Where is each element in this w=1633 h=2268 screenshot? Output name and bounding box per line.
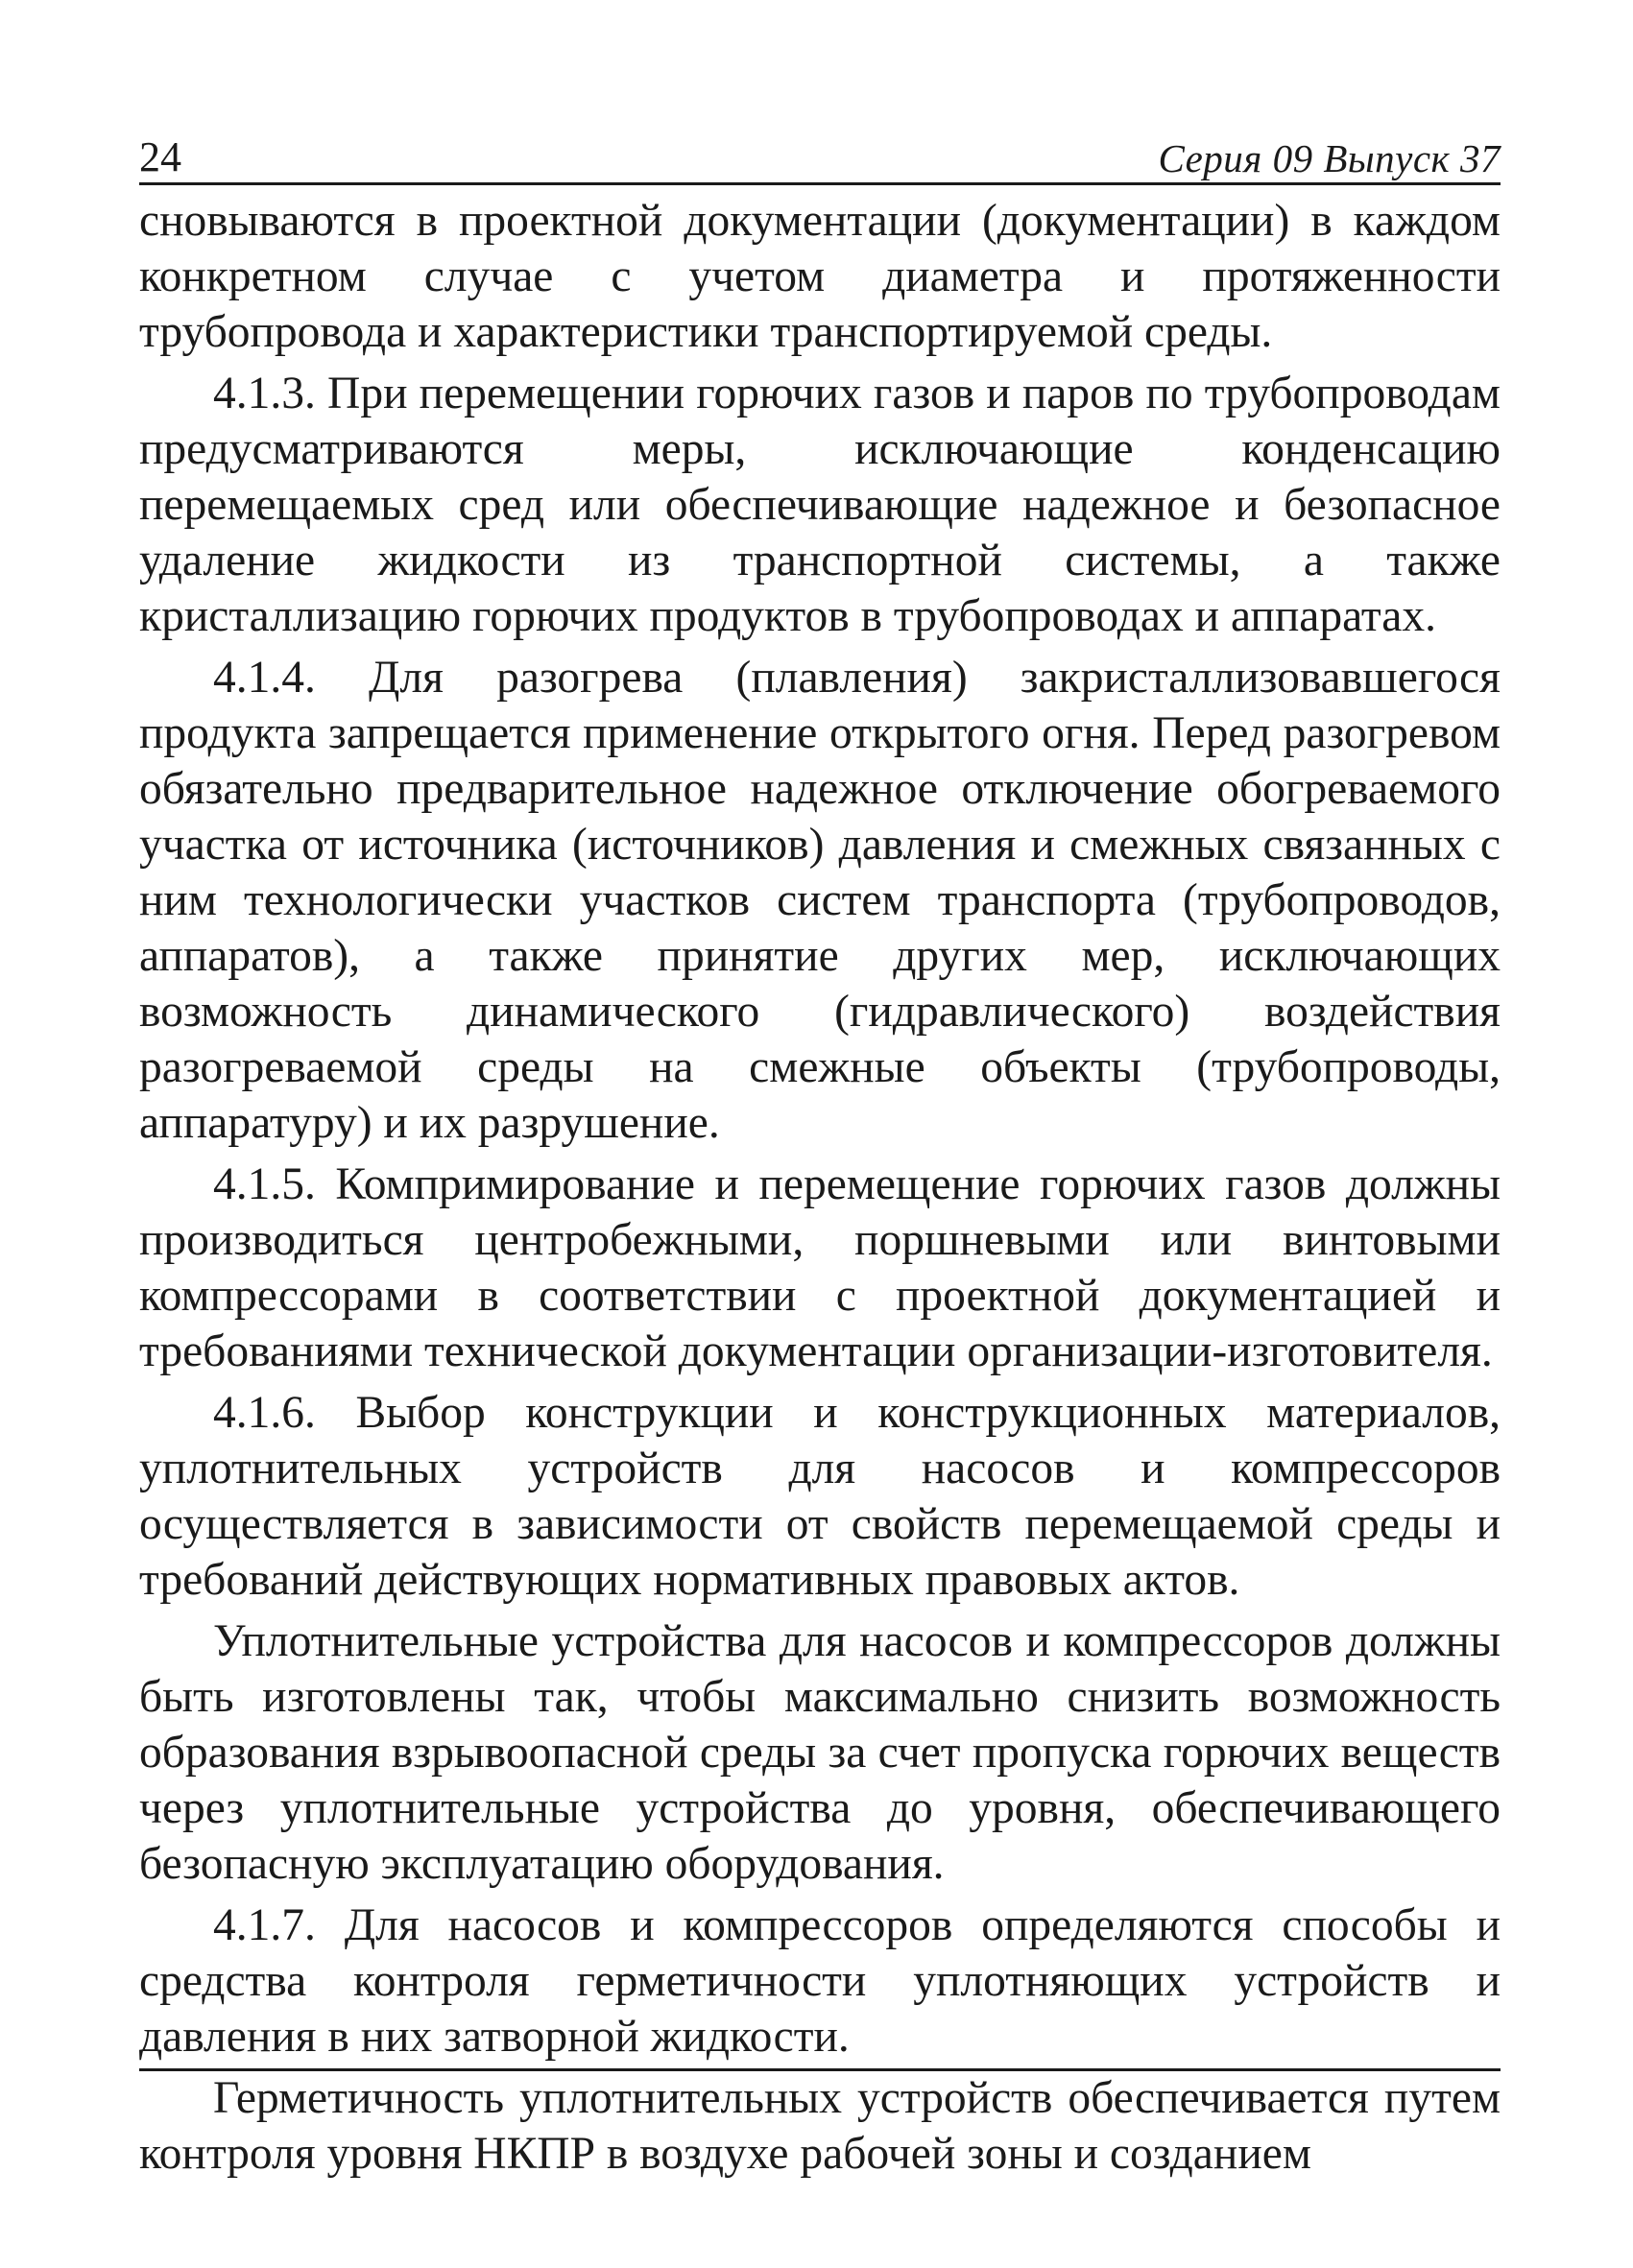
paragraph-4-1-7: 4.1.7. Для насосов и компрессоров определяются способы и средства контроля герметичности уплотняющих устройств и давления в них затворной жидкости.	[139, 1900, 1501, 2062]
paragraph-4-1-4: 4.1.4. Для разогрева (плавления) закристаллизовавшегося продукта запрещается применение открытого огня. Перед разогревом обязательно предварительное надежное отключение обогреваемого участка от источника (источников) давления и смежных связанных с ним технологически участков систем транспорта (трубопроводов, аппаратов), а также принятие других мер, исключающих возможность динамического (гидравлического) воздействия разогреваемой среды на смежные объекты (трубопроводы, аппаратуру) и их разрушение.	[139, 653, 1501, 1148]
footer-rule	[139, 2068, 1501, 2071]
paragraph-4-1-5: 4.1.5. Компримирование и перемещение горючих газов должны производиться центробежными, поршневыми или винтовыми компрессорами в соответствии с проектной документацией и требованиями технической документации организации-изготовителя.	[139, 1159, 1501, 1376]
paragraph-tightness: Герметичность уплотнительных устройств обеспечивается путем контроля уровня НКПР в воздухе рабочей зоны и созданием	[139, 2073, 1501, 2179]
series-issue-label: Серия 09 Выпуск 37	[1158, 136, 1501, 180]
paragraph-seal-devices: Уплотнительные устройства для насосов и компрессоров должны быть изготовлены так, чтобы максимально снизить возможность образования взрывоопасной среды за счет пропуска горючих веществ через уплотнительные устройства до уровня, обеспечивающего безопасную эксплуатацию оборудования.	[139, 1616, 1501, 1889]
body-text	[139, 193, 1501, 2182]
page-number: 24	[139, 133, 181, 180]
document-page	[139, 132, 1501, 2187]
paragraph-continued: сновываются в проектной документации (документации) в каждом конкретном случае с учетом диаметра и протяженности трубопровода и характеристики транспортируемой среды.	[139, 196, 1501, 357]
paragraph-4-1-3: 4.1.3. При перемещении горючих газов и паров по трубопроводам предусматриваются меры, исключающие конденсацию перемещаемых сред или обеспечивающие надежное и безопасное удаление жидкости из транспортной системы, а также кристаллизацию горючих продуктов в трубопроводах и аппаратах.	[139, 369, 1501, 641]
running-head	[139, 132, 1501, 185]
paragraph-4-1-6: 4.1.6. Выбор конструкции и конструкционных материалов, уплотнительных устройств для насосов и компрессоров осуществляется в зависимости от свойств перемещаемой среды и требований действующих нормативных правовых актов.	[139, 1388, 1501, 1605]
